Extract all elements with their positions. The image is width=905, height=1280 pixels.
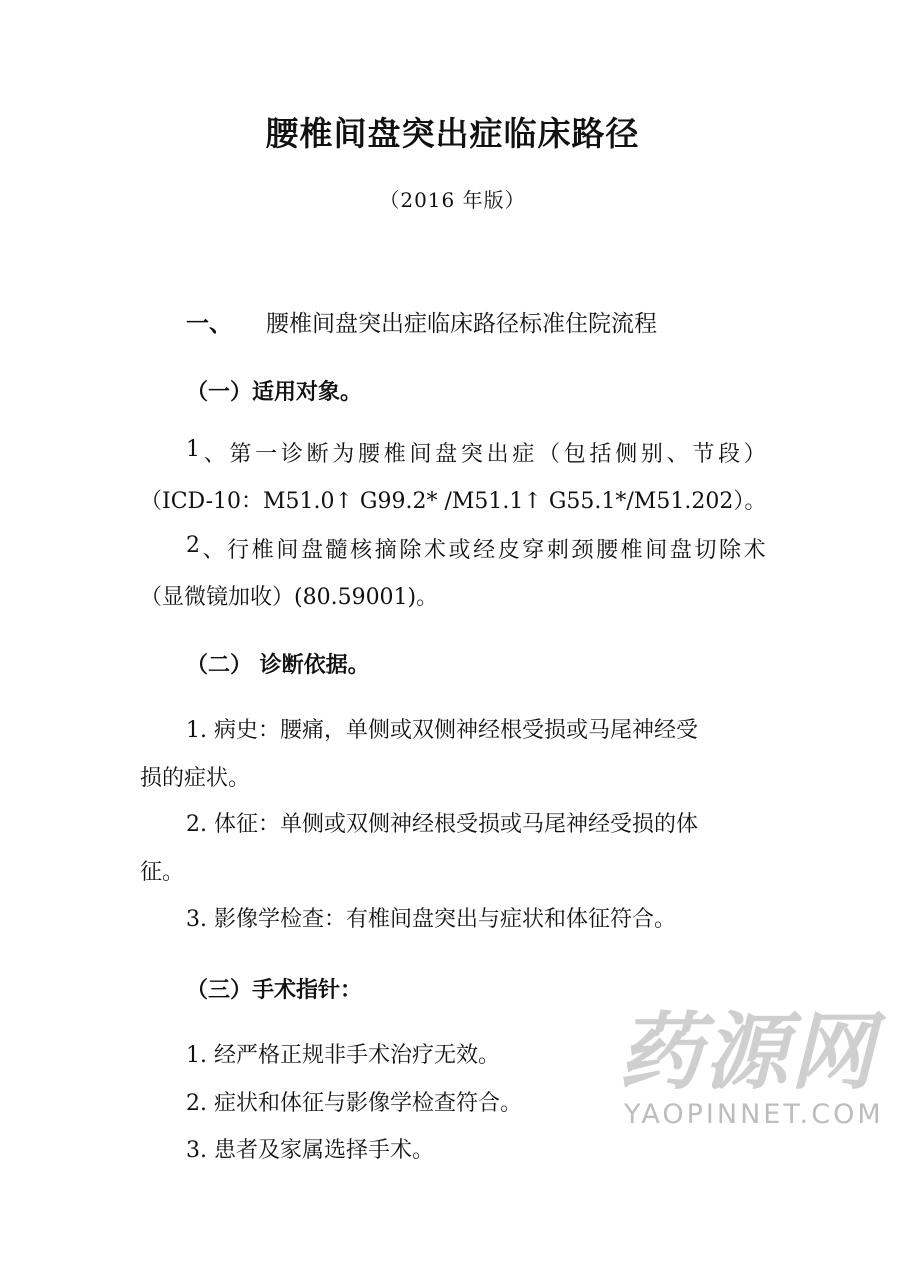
paragraph-line: 3. 影像学检查：有椎间盘突出与症状和体征符合。 bbox=[186, 907, 676, 932]
watermark-chinese: 药源网 bbox=[618, 1003, 877, 1101]
glyph: 盘 bbox=[435, 442, 458, 467]
glyph: 或 bbox=[448, 538, 471, 563]
glyph: 2 bbox=[186, 533, 200, 558]
glyph: 除 bbox=[719, 538, 742, 563]
subsection-heading-2: （二） 诊断依据。 bbox=[186, 653, 370, 678]
glyph: 盘 bbox=[300, 538, 323, 563]
section-title: 腰椎间盘突出症临床路径标准住院流程 bbox=[266, 311, 657, 337]
glyph: 一 bbox=[255, 442, 278, 467]
glyph: 出 bbox=[486, 442, 509, 467]
paragraph-line: （ICD-10：M51.0↑ G99.2* /M51.1↑ G55.1*/M51.202）。 bbox=[140, 489, 767, 514]
list-item: 1. 经严格正规非手术治疗无效。 bbox=[186, 1043, 500, 1068]
glyph: 核 bbox=[350, 538, 373, 563]
subsection-heading-3: （三）手术指针： bbox=[186, 978, 363, 1003]
glyph: 腰 bbox=[596, 538, 619, 563]
glyph: 断 bbox=[306, 442, 329, 467]
glyph: 经 bbox=[473, 538, 496, 563]
glyph: 皮 bbox=[497, 538, 520, 563]
glyph: 腰 bbox=[358, 442, 381, 467]
paragraph-line: 损的症状。 bbox=[140, 766, 251, 791]
glyph: ） bbox=[743, 442, 766, 467]
paragraph-line: 1. 病史：腰痛，单侧或双侧神经根受损或马尾神经受 bbox=[186, 718, 698, 743]
glyph: 间 bbox=[276, 538, 299, 563]
glyph: 椎 bbox=[251, 538, 274, 563]
glyph: 、 bbox=[203, 442, 226, 467]
glyph: 别 bbox=[640, 442, 663, 467]
list-item: 3. 患者及家属选择手术。 bbox=[186, 1138, 434, 1163]
glyph: 椎 bbox=[620, 538, 643, 563]
subsection-heading-1: （一）适用对象。 bbox=[186, 380, 363, 405]
glyph: 盘 bbox=[669, 538, 692, 563]
watermark-english: YAOPINNET.COM bbox=[624, 1099, 884, 1130]
glyph: 术 bbox=[423, 538, 446, 563]
glyph: 括 bbox=[589, 442, 612, 467]
glyph: 除 bbox=[399, 538, 422, 563]
glyph: （ bbox=[538, 442, 561, 467]
paragraph-line bbox=[186, 533, 766, 564]
paragraph-line: 征。 bbox=[140, 860, 185, 885]
glyph: 行 bbox=[227, 538, 250, 563]
paragraph-line: 2. 体征：单侧或双侧神经根受损或马尾神经受损的体 bbox=[186, 812, 698, 837]
glyph: 诊 bbox=[280, 442, 303, 467]
glyph: 间 bbox=[409, 442, 432, 467]
glyph: 、 bbox=[202, 538, 225, 563]
glyph: 节 bbox=[692, 442, 715, 467]
glyph: 侧 bbox=[615, 442, 638, 467]
glyph: 间 bbox=[645, 538, 668, 563]
section-number: 一、 bbox=[186, 311, 232, 337]
edition-label: （2016 年版） bbox=[379, 188, 526, 212]
glyph: 颈 bbox=[571, 538, 594, 563]
list-item: 2. 症状和体征与影像学检查符合。 bbox=[186, 1091, 522, 1116]
glyph: 包 bbox=[563, 442, 586, 467]
glyph: 突 bbox=[460, 442, 483, 467]
glyph: 术 bbox=[743, 538, 766, 563]
glyph: 、 bbox=[666, 442, 689, 467]
glyph: 段 bbox=[718, 442, 741, 467]
glyph: 摘 bbox=[374, 538, 397, 563]
section-heading-1 bbox=[186, 305, 657, 338]
glyph: 髓 bbox=[325, 538, 348, 563]
glyph: 第 bbox=[229, 442, 252, 467]
document-title: 腰椎间盘突出症临床路径 bbox=[265, 114, 640, 153]
glyph: 切 bbox=[694, 538, 717, 563]
watermark-logo bbox=[618, 985, 903, 1145]
glyph: 为 bbox=[332, 442, 355, 467]
glyph: 症 bbox=[512, 442, 535, 467]
glyph: 穿 bbox=[522, 538, 545, 563]
glyph: 刺 bbox=[546, 538, 569, 563]
glyph: 椎 bbox=[383, 442, 406, 467]
paragraph-line bbox=[186, 437, 766, 468]
glyph: 1 bbox=[186, 437, 200, 462]
paragraph-line: （显微镜加收）(80.59001)。 bbox=[140, 585, 439, 610]
